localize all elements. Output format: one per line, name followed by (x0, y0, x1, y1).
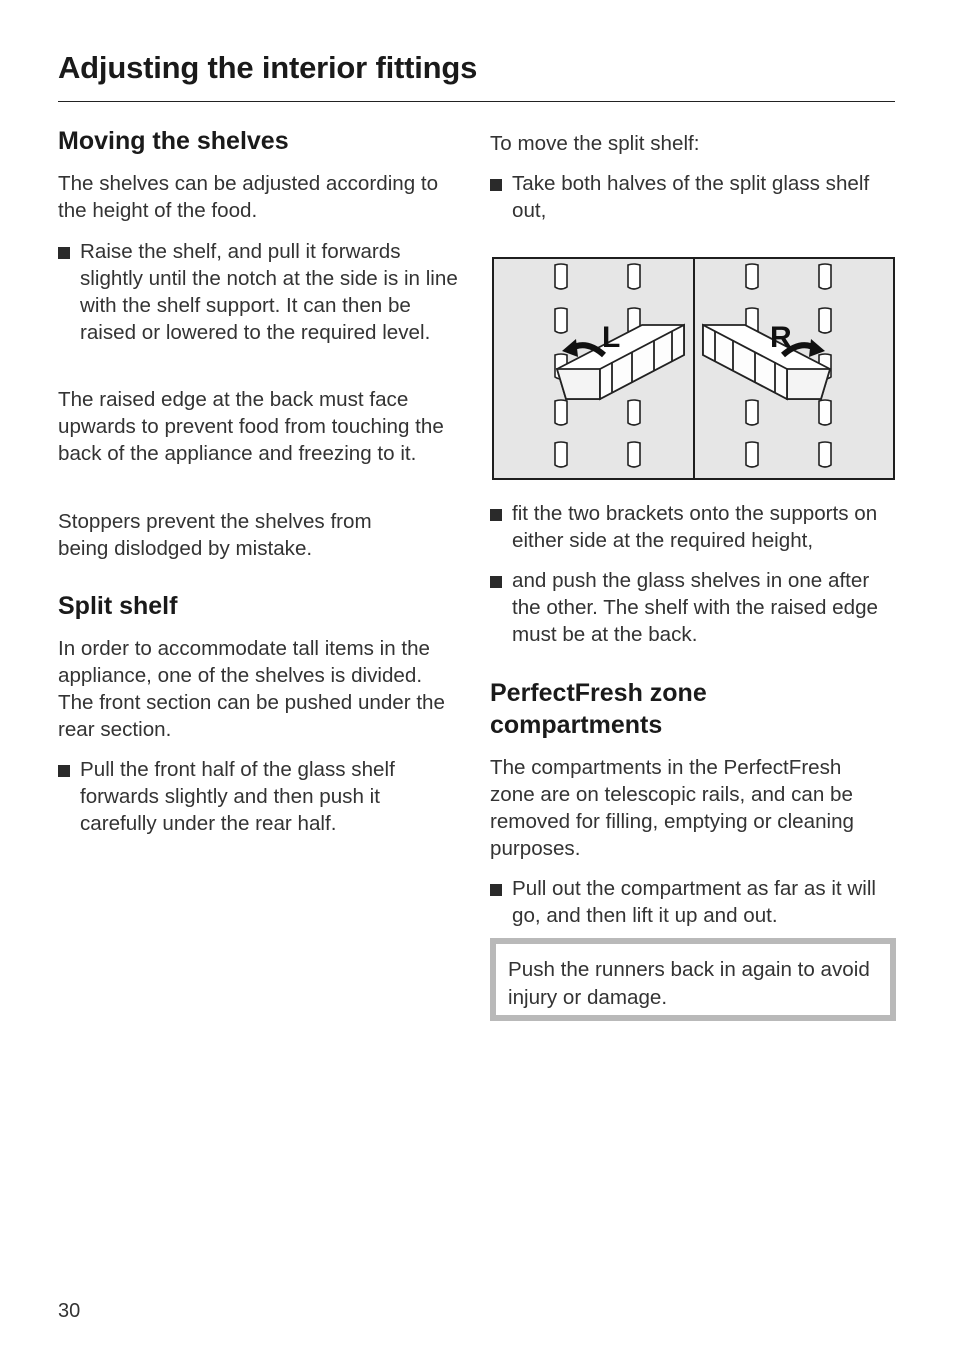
bullet-square-icon (58, 247, 70, 259)
move-split-bullet-1 (490, 170, 872, 224)
bullet-square-icon (490, 884, 502, 896)
bullet-square-icon (490, 509, 502, 521)
perfectfresh-heading (490, 677, 895, 741)
bullet-text: Take both halves of the split glass shelf out, (512, 172, 870, 222)
bullet-square-icon (490, 179, 502, 191)
bullet-square-icon (490, 576, 502, 588)
move-split-bullet-3 (490, 567, 882, 648)
perfectfresh-heading-line2: compartments (490, 711, 663, 739)
stoppers-paragraph: Stoppers prevent the shelves from being dislodged by mistake. (58, 510, 372, 560)
moving-shelves-bullet (58, 238, 463, 346)
raised-edge-paragraph: The raised edge at the back must face upwards to prevent food from touching the back of the appliance and freezing to it. (58, 388, 444, 465)
perfectfresh-bullet (490, 875, 895, 929)
left-label: L (602, 321, 621, 354)
split-shelf-intro: In order to accommodate tall items in the appliance, one of the shelves is divided. The front section can be pushed under the rear section. (58, 637, 445, 741)
bullet-text: Pull out the compartment as far as it will go, and then lift it up and out. (512, 877, 876, 927)
perfectfresh-heading-line1: PerfectFresh zone (490, 679, 707, 707)
moving-shelves-intro: The shelves can be adjusted according to the height of the food. (58, 172, 439, 222)
bullet-text: Pull the front half of the glass shelf forwards slightly and then push it carefully under the rear half. (80, 758, 395, 835)
bullet-square-icon (58, 765, 70, 777)
right-label: R (770, 321, 792, 354)
warning-note-text: Push the runners back in again to avoid injury or damage. (508, 958, 870, 1009)
split-shelf-heading: Split shelf (58, 592, 178, 620)
moving-shelves-heading: Moving the shelves (58, 127, 289, 155)
bullet-text: and push the glass shelves in one after the other. The shelf with the raised edge must be at the back. (512, 569, 878, 646)
move-split-intro: To move the split shelf: (490, 132, 700, 155)
page-title: Adjusting the interior fittings (58, 50, 478, 85)
bullet-text: Raise the shelf, and pull it forwards slightly until the notch at the side is in line with the shelf support. It can then be raised or lowered to the required level. (80, 240, 458, 344)
move-split-bullet-2 (490, 500, 895, 554)
split-shelf-bullet (58, 756, 440, 837)
page-number: 30 (58, 1300, 81, 1322)
bracket-diagram-svg (494, 259, 893, 478)
split-shelf-bracket-illustration (492, 257, 895, 480)
bullet-text: fit the two brackets onto the supports on either side at the required height, (512, 502, 878, 552)
title-divider (58, 101, 895, 102)
warning-note-box (490, 938, 896, 1021)
perfectfresh-intro: The compartments in the PerfectFresh zone are on telescopic rails, and can be removed for filling, emptying or cleaning purposes. (490, 756, 855, 860)
